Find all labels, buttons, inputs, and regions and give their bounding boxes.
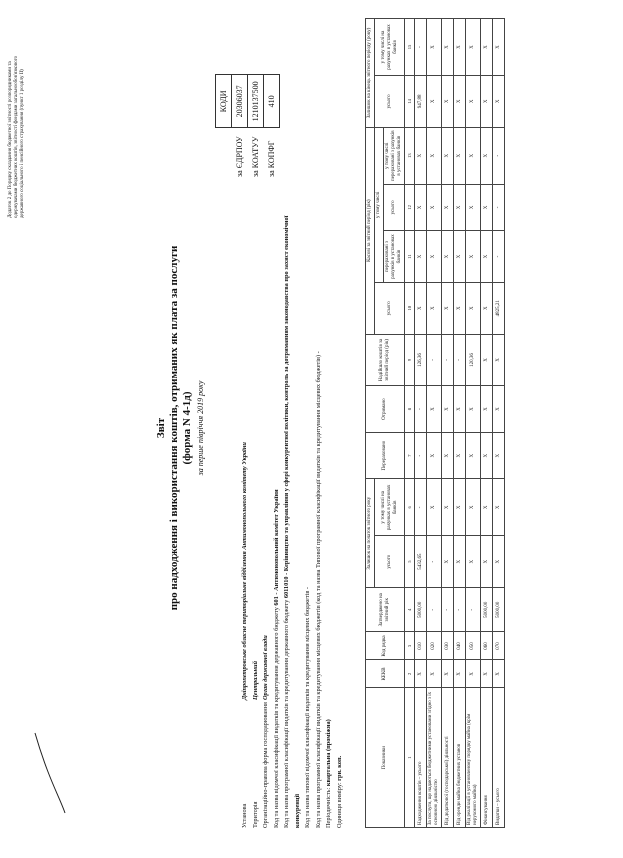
- cell-cash: 4825,21: [493, 282, 505, 334]
- cell-start-banks: X: [454, 479, 466, 536]
- cell-start-total: X: [481, 536, 493, 588]
- cell-end-banks: X: [442, 19, 454, 76]
- program-class-value: 6011010 - Керівництво та управління у сфері конкурентної політики, контроль за дотриманням законодавства про захист економічної конкуренції: [283, 215, 301, 828]
- cell-c-off: -: [493, 184, 505, 231]
- cell-c-banks: X: [466, 231, 481, 283]
- codes-block: [215, 74, 280, 183]
- cell-end-total: X: [481, 76, 493, 128]
- cell-income: 120,36: [466, 334, 481, 386]
- row-name: Від додаткової (господарської) діяльності: [442, 688, 454, 828]
- header-cash-total: усього: [375, 282, 405, 334]
- cell-end-total: X: [454, 76, 466, 128]
- cell-end-total: X: [493, 76, 505, 128]
- cell-approved: -: [454, 588, 466, 632]
- cell-start-banks: X: [466, 479, 481, 536]
- cell-c-off: X: [481, 184, 493, 231]
- cell-end-total: X: [466, 76, 481, 128]
- column-number: 9: [405, 334, 415, 386]
- table-row: [481, 19, 493, 828]
- header-start: Залишок на початок звітного року: [366, 479, 375, 588]
- local-dept-class-label: Код та назва типової відомчої класифікації видатків та кредитування місцевих бюджетів: [304, 590, 311, 828]
- cell-kekv: X: [493, 660, 505, 688]
- cell-income: X: [481, 334, 493, 386]
- cell-approved: -: [442, 588, 454, 632]
- cell-end-banks: X: [466, 19, 481, 76]
- cell-cash: X: [442, 282, 454, 334]
- cell-code: 070: [493, 632, 505, 660]
- header-through-banks: перераховані з рахунків в установах банків: [384, 231, 405, 283]
- header-cash-incl: у тому числі: [375, 127, 384, 282]
- column-number: 3: [405, 632, 415, 660]
- cell-code: 030: [442, 632, 454, 660]
- report-period: за перше півріччя 2019 року: [196, 380, 205, 476]
- column-number: 7: [405, 432, 415, 479]
- code-label: за КОАТУУ: [251, 136, 260, 177]
- legal-form-label: Організаційно-правова форма господарювання: [262, 702, 269, 828]
- main-table-wrap: [365, 18, 505, 828]
- cell-income: -: [427, 334, 442, 386]
- cell-c-off-banks: X: [415, 127, 427, 184]
- cell-approved: 5000,00: [415, 588, 427, 632]
- cell-received: X: [466, 386, 481, 433]
- header-income: Надійшло коштів за звітний період (рік): [366, 334, 405, 386]
- cell-transferred: X: [442, 432, 454, 479]
- cell-cash: X: [454, 282, 466, 334]
- cell-c-off: X: [442, 184, 454, 231]
- cell-received: X: [481, 386, 493, 433]
- row-name: Від реалізації в установленому порядку майна (крім нерухомого майна): [466, 688, 481, 828]
- cell-transferred: X: [454, 432, 466, 479]
- cell-kekv: X: [454, 660, 466, 688]
- cell-end-total: 947,88: [415, 76, 427, 128]
- territory-label: Територія: [251, 801, 259, 828]
- unit-value: грн. коп.: [335, 755, 343, 781]
- table-row: [454, 19, 466, 828]
- header-offset-banks: у тому числі перераховані з рахунків в установах банків: [384, 127, 405, 184]
- header-start-total: усього: [375, 536, 405, 588]
- report-info: [240, 188, 345, 828]
- code-value: 1210137500: [248, 75, 264, 128]
- header-transferred: Перераховано: [366, 432, 405, 479]
- cell-approved: 5000,00: [481, 588, 493, 632]
- cell-approved: -: [466, 588, 481, 632]
- cell-c-off: X: [466, 184, 481, 231]
- header-received: Отримано: [366, 386, 405, 433]
- column-number: 1: [405, 688, 415, 828]
- table-row: [493, 19, 505, 828]
- cell-income: -: [454, 334, 466, 386]
- header-end: Залишок на кінець звітного періоду (року): [366, 19, 375, 128]
- column-number: 8: [405, 386, 415, 433]
- cell-c-banks: X: [415, 231, 427, 283]
- cell-cash: X: [466, 282, 481, 334]
- cell-end-banks: X: [454, 19, 466, 76]
- cell-c-off-banks: X: [427, 127, 442, 184]
- header-cash: Касові за звітний період (рік): [366, 127, 375, 334]
- cell-start-banks: -: [415, 479, 427, 536]
- cell-start-total: X: [454, 536, 466, 588]
- cell-approved: -: [427, 588, 442, 632]
- cell-kekv: X: [427, 660, 442, 688]
- cell-code: 020: [427, 632, 442, 660]
- cell-received: X: [442, 386, 454, 433]
- cell-c-off: X: [454, 184, 466, 231]
- cell-transferred: X: [493, 432, 505, 479]
- column-number: 14: [405, 76, 415, 128]
- code-value: 20306037: [232, 75, 248, 128]
- table-body: [415, 19, 505, 828]
- cell-c-off-banks: X: [481, 127, 493, 184]
- title-line-1: Звіт: [155, 417, 167, 439]
- cell-code: 060: [481, 632, 493, 660]
- local-program-class-value: -: [314, 351, 322, 354]
- column-number: 4: [405, 588, 415, 632]
- header-code: Код рядка: [366, 632, 405, 660]
- cell-c-off: X: [415, 184, 427, 231]
- territory-value: Центральний: [251, 661, 259, 700]
- cell-c-banks: X: [454, 231, 466, 283]
- cell-income: 126,36: [415, 334, 427, 386]
- dept-class-label: Код та назва відомчої класифікації видатків та кредитування державного бюджету: [272, 607, 280, 828]
- cell-kekv: X: [481, 660, 493, 688]
- column-number: 12: [405, 184, 415, 231]
- local-program-class-label: Код та назва програмної класифікації видатків та кредитування місцевих бюджетів (код та назва Типової програмної класифікації видатків та кредитування місцевих бюджетів): [314, 354, 322, 828]
- unit-label: Одиниця виміру:: [335, 782, 343, 828]
- table-row: [466, 19, 481, 828]
- header-start-banks: у тому числі на рахунках в установах банків: [375, 479, 405, 536]
- cell-c-off-banks: X: [454, 127, 466, 184]
- header-end-banks: у тому числі на рахунках в установах банків: [375, 19, 405, 76]
- periodicity-label: Періодичність:: [325, 787, 332, 828]
- cell-end-total: X: [427, 76, 442, 128]
- cell-received: X: [493, 386, 505, 433]
- cell-start-banks: X: [427, 479, 442, 536]
- cell-c-off-banks: X: [466, 127, 481, 184]
- cell-transferred: X: [481, 432, 493, 479]
- cell-start-banks: X: [493, 479, 505, 536]
- code-value: 410: [264, 75, 280, 128]
- column-number: 10: [405, 282, 415, 334]
- cell-end-total: X: [442, 76, 454, 128]
- row-name: Від оренди майна бюджетних установ: [454, 688, 466, 828]
- cell-c-off-banks: X: [442, 127, 454, 184]
- row-name: Фінансування: [481, 688, 493, 828]
- cell-income: X: [493, 334, 505, 386]
- cell-start-total: X: [493, 536, 505, 588]
- institution-label: Установа: [241, 803, 248, 828]
- cell-cash: X: [481, 282, 493, 334]
- main-table: [365, 18, 505, 828]
- cell-kekv: X: [415, 660, 427, 688]
- signature-mark: [30, 728, 70, 818]
- dept-class-value: 601 - Антимонопольний комітет України: [272, 489, 280, 606]
- header-kekv: КЕКВ: [366, 660, 405, 688]
- cell-start-total: X: [442, 536, 454, 588]
- cell-transferred: -: [415, 432, 427, 479]
- cell-income: -: [442, 334, 454, 386]
- column-number: 11: [405, 231, 415, 283]
- codes-header: КОДИ: [216, 75, 232, 128]
- column-number: 13: [405, 127, 415, 184]
- cell-c-off-banks: -: [493, 127, 505, 184]
- cell-kekv: X: [442, 660, 454, 688]
- table-row: [442, 19, 454, 828]
- cell-c-banks: -: [493, 231, 505, 283]
- periodicity-value: квартальна (проміжна): [325, 719, 332, 787]
- header-end-total: усього: [375, 76, 405, 128]
- legal-form-value: Орган державної влади: [262, 635, 269, 700]
- column-number: 6: [405, 479, 415, 536]
- cell-end-banks: X: [427, 19, 442, 76]
- program-class-label: Код та назва програмної класифікації видатків та кредитування державного бюджету: [283, 599, 290, 828]
- local-dept-class-value: -: [304, 586, 311, 590]
- row-name: Видатки – усього: [493, 688, 505, 828]
- cell-start-total: X: [466, 536, 481, 588]
- cell-received: -: [415, 386, 427, 433]
- column-numbers-row: [405, 19, 415, 828]
- header-approved: Затверджено на звітний рік: [366, 588, 405, 632]
- row-name: За послуги, що надаються бюджетними установами згідно з їх основною діяльністю: [427, 688, 442, 828]
- cell-cash: X: [427, 282, 442, 334]
- title-line-3: (форма N 4-1д): [181, 391, 193, 465]
- cell-kekv: X: [466, 660, 481, 688]
- title-line-2: про надходження і використання коштів, отриманих як плата за послуги: [168, 245, 180, 611]
- cell-c-off: X: [427, 184, 442, 231]
- cell-c-banks: X: [427, 231, 442, 283]
- cell-start-total: 5432,65: [415, 536, 427, 588]
- column-number: 2: [405, 660, 415, 688]
- cell-start-banks: X: [481, 479, 493, 536]
- header-indicators: Показники: [366, 688, 405, 828]
- code-label: за КОПФГ: [267, 140, 276, 177]
- cell-received: X: [454, 386, 466, 433]
- cell-end-banks: X: [481, 19, 493, 76]
- cell-end-banks: X: [493, 19, 505, 76]
- cell-code: 040: [454, 632, 466, 660]
- institution-value: Дніпропетровське обласне територіальне відділення Антимонопольного комітету України: [241, 442, 248, 700]
- cell-start-total: -: [427, 536, 442, 588]
- cell-cash: X: [415, 282, 427, 334]
- cell-received: X: [427, 386, 442, 433]
- cell-code: 010: [415, 632, 427, 660]
- table-row: [415, 19, 427, 828]
- report-title: [155, 118, 194, 738]
- appendix-note: Додаток 2 до Порядку складання бюджетної звітності розпорядниками та одержувачами бюджетних коштів, звітності фондами загальнообов'язкового державного соціального і пенсійного страхування (пункт 1 розділу II): [8, 55, 25, 218]
- cell-c-banks: X: [481, 231, 493, 283]
- cell-end-banks: -: [415, 19, 427, 76]
- column-number: 15: [405, 19, 415, 76]
- cell-approved: 5000,00: [493, 588, 505, 632]
- cell-start-banks: X: [442, 479, 454, 536]
- column-number: 5: [405, 536, 415, 588]
- cell-c-banks: X: [442, 231, 454, 283]
- cell-transferred: X: [466, 432, 481, 479]
- header-offset-total: усього: [384, 184, 405, 231]
- row-name: Надходження коштів – усього: [415, 688, 427, 828]
- cell-code: 050: [466, 632, 481, 660]
- cell-transferred: X: [427, 432, 442, 479]
- table-row: [427, 19, 442, 828]
- code-label: за ЄДРПОУ: [235, 136, 244, 177]
